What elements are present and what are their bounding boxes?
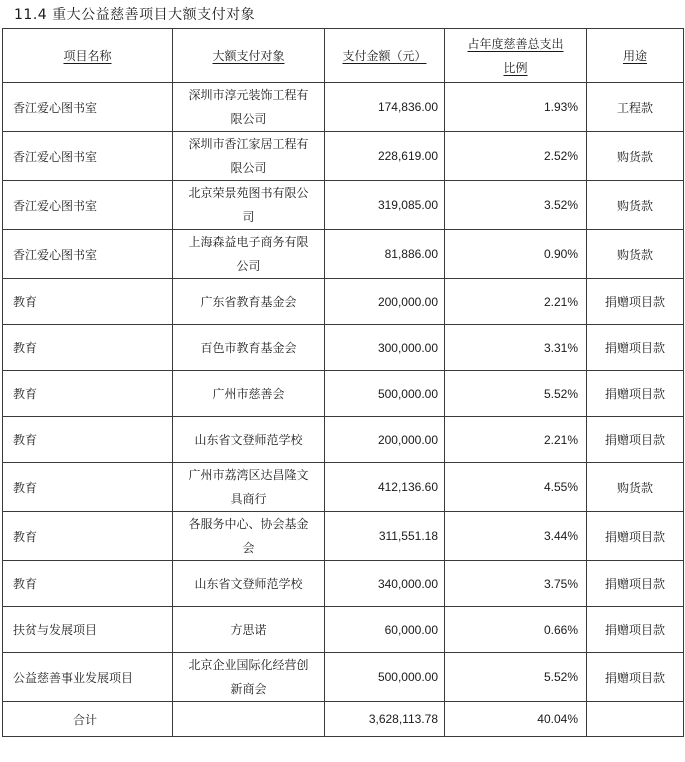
payee-cell: 深圳市淳元装饰工程有限公司 — [173, 83, 325, 132]
ratio-cell: 3.75% — [445, 561, 587, 607]
amount-cell: 412,136.60 — [325, 463, 445, 512]
purpose-cell: 捐赠项目款 — [587, 607, 684, 653]
payee-cell: 深圳市香江家居工程有限公司 — [173, 132, 325, 181]
amount-cell: 81,886.00 — [325, 230, 445, 279]
amount-cell: 60,000.00 — [325, 607, 445, 653]
ratio-cell: 4.55% — [445, 463, 587, 512]
table-row — [3, 181, 684, 230]
ratio-cell: 2.21% — [445, 417, 587, 463]
table-row — [3, 607, 684, 653]
ratio-cell: 3.31% — [445, 325, 587, 371]
purpose-cell: 购货款 — [587, 181, 684, 230]
payee-cell: 山东省文登师范学校 — [173, 561, 325, 607]
payee-cell: 方思诺 — [173, 607, 325, 653]
ratio-cell: 5.52% — [445, 653, 587, 702]
table-row — [3, 83, 684, 132]
payment-table — [2, 28, 684, 737]
table-row — [3, 512, 684, 561]
payee-cell: 各服务中心、协会基金会 — [173, 512, 325, 561]
project-name-cell: 公益慈善事业发展项目 — [3, 653, 173, 702]
amount-cell: 174,836.00 — [325, 83, 445, 132]
project-name-cell: 教育 — [3, 512, 173, 561]
payee-cell: 山东省文登师范学校 — [173, 417, 325, 463]
total-row — [3, 702, 684, 737]
total-payee-cell — [173, 702, 325, 737]
table-row — [3, 325, 684, 371]
table-row — [3, 132, 684, 181]
table-row — [3, 230, 684, 279]
header-ratio: 占年度慈善总支出 比例 — [445, 29, 587, 83]
purpose-cell: 捐赠项目款 — [587, 279, 684, 325]
purpose-cell: 捐赠项目款 — [587, 561, 684, 607]
ratio-cell: 0.66% — [445, 607, 587, 653]
ratio-cell: 3.52% — [445, 181, 587, 230]
table-row — [3, 463, 684, 512]
amount-cell: 228,619.00 — [325, 132, 445, 181]
purpose-cell: 捐赠项目款 — [587, 653, 684, 702]
purpose-cell: 工程款 — [587, 83, 684, 132]
amount-cell: 200,000.00 — [325, 417, 445, 463]
project-name-cell: 扶贫与发展项目 — [3, 607, 173, 653]
table-row — [3, 653, 684, 702]
purpose-cell: 捐赠项目款 — [587, 512, 684, 561]
table-row — [3, 561, 684, 607]
purpose-cell: 购货款 — [587, 230, 684, 279]
total-amount: 3,628,113.78 — [325, 702, 445, 737]
payee-cell: 广州市荔湾区达昌隆文具商行 — [173, 463, 325, 512]
purpose-cell: 购货款 — [587, 463, 684, 512]
project-name-cell: 教育 — [3, 279, 173, 325]
payee-cell: 百色市教育基金会 — [173, 325, 325, 371]
amount-cell: 319,085.00 — [325, 181, 445, 230]
table-header-row — [3, 29, 684, 83]
ratio-cell: 2.52% — [445, 132, 587, 181]
table-row — [3, 371, 684, 417]
purpose-cell: 捐赠项目款 — [587, 325, 684, 371]
amount-cell: 500,000.00 — [325, 653, 445, 702]
purpose-cell: 购货款 — [587, 132, 684, 181]
ratio-cell: 0.90% — [445, 230, 587, 279]
payee-cell: 北京企业国际化经营创新商会 — [173, 653, 325, 702]
project-name-cell: 教育 — [3, 417, 173, 463]
amount-cell: 340,000.00 — [325, 561, 445, 607]
payee-cell: 广州市慈善会 — [173, 371, 325, 417]
project-name-cell: 香江爱心图书室 — [3, 181, 173, 230]
amount-cell: 311,551.18 — [325, 512, 445, 561]
payee-cell: 北京荣景苑图书有限公司 — [173, 181, 325, 230]
amount-cell: 200,000.00 — [325, 279, 445, 325]
header-project: 项目名称 — [3, 29, 173, 83]
table-row — [3, 417, 684, 463]
project-name-cell: 香江爱心图书室 — [3, 132, 173, 181]
ratio-cell: 3.44% — [445, 512, 587, 561]
ratio-cell: 1.93% — [445, 83, 587, 132]
project-name-cell: 教育 — [3, 561, 173, 607]
project-name-cell: 教育 — [3, 463, 173, 512]
total-label: 合计 — [3, 702, 173, 737]
project-name-cell: 教育 — [3, 371, 173, 417]
amount-cell: 500,000.00 — [325, 371, 445, 417]
total-ratio: 40.04% — [445, 702, 587, 737]
project-name-cell: 香江爱心图书室 — [3, 83, 173, 132]
ratio-cell: 5.52% — [445, 371, 587, 417]
purpose-cell: 捐赠项目款 — [587, 417, 684, 463]
header-purpose: 用途 — [587, 29, 684, 83]
payee-cell: 上海森益电子商务有限公司 — [173, 230, 325, 279]
header-amount: 支付金额（元） — [325, 29, 445, 83]
payee-cell: 广东省教育基金会 — [173, 279, 325, 325]
project-name-cell: 教育 — [3, 325, 173, 371]
header-payee: 大额支付对象 — [173, 29, 325, 83]
table-row — [3, 279, 684, 325]
total-purpose-cell — [587, 702, 684, 737]
ratio-cell: 2.21% — [445, 279, 587, 325]
purpose-cell: 捐赠项目款 — [587, 371, 684, 417]
section-title: 11.4 重大公益慈善项目大额支付对象 — [14, 7, 256, 23]
amount-cell: 300,000.00 — [325, 325, 445, 371]
project-name-cell: 香江爱心图书室 — [3, 230, 173, 279]
